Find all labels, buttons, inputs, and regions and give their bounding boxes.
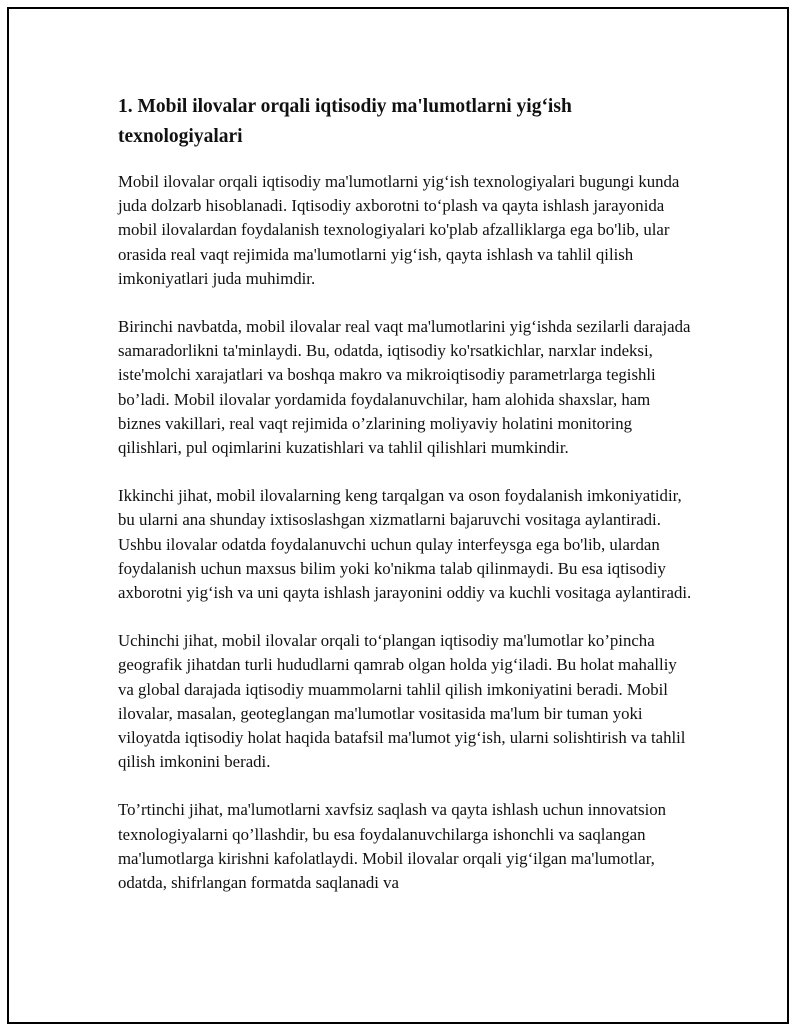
paragraph-fourth-aspect: To’rtinchi jihat, ma'lumotlarni xavfsiz saqlash va qayta ishlash uchun innovatsion texnologiyalarni qo’llashdir, bu esa foydalanuvchilarga ishonchli va saqlangan ma'lumotlarga kirishni kafolatlaydi. Mobil ilovalar orqali yig‘ilgan ma'lumotlar, odatda, shifrlangan formatda saqlanadi va xyxy=(118,800,667,893)
document-body xyxy=(118,92,696,919)
paragraph-second-aspect: Ikkinchi jihat, mobil ilovalarning keng tarqalgan va oson foydalanish imkoniyatidir, bu ularni ana shunday ixtisoslashgan xizmatlarni bajaruvchi vositaga aylantiradi. Ushbu ilovalar odatda foydalanuvchi uchun qulay interfeysga ega bo'lib, ulardan foydalanish uchun maxsus bilim yoki ko'nikma talab qilinmaydi. Bu esa iqtisodiy axborotni yig‘ish va uni qayta ishlash jarayonini oddiy va kuchli vositaga aylantiradi. xyxy=(118,486,692,603)
section-heading: 1. Mobil ilovalar orqali iqtisodiy ma'lumotlarni yig‘ish texnologiyalari xyxy=(118,96,572,147)
paragraph-intro: Mobil ilovalar orqali iqtisodiy ma'lumotlarni yig‘ish texnologiyalari bugungi kunda juda dolzarb hisoblanadi. Iqtisodiy axborotni to‘plash va qayta ishlash jarayonida mobil ilovalardan foydalanish texnologiyalari ko'plab afzalliklarga ega bo'lib, ular orasida real vaqt rejimida ma'lumotlarni yig‘ish, qayta ishlash va tahlil qilish imkoniyatlari juda muhimdir. xyxy=(118,172,680,288)
paragraph-third-aspect: Uchinchi jihat, mobil ilovalar orqali to‘plangan iqtisodiy ma'lumotlar ko’pincha geografik jihatdan turli hududlarni qamrab olgan holda yig‘iladi. Bu holat mahalliy va global darajada iqtisodiy muammolarni tahlil qilish imkoniyatini beradi. Mobil ilovalar, masalan, geoteglangan ma'lumotlar vositasida ma'lum bir tuman yoki viloyatda iqtisodiy holat haqida batafsil ma'lumot yig‘ish, ularni solishtirish va tahlil qilish imkonini beradi. xyxy=(118,631,686,772)
paragraph-first-aspect: Birinchi navbatda, mobil ilovalar real vaqt ma'lumotlarini yig‘ishda sezilarli darajada samaradorlikni ta'minlaydi. Bu, odatda, iqtisodiy ko'rsatkichlar, narxlar indeksi, iste'molchi xarajatlari va boshqa makro va mikroiqtisodiy parametrlarga tegishli bo’ladi. Mobil ilovalar yordamida foydalanuvchilar, ham alohida shaxslar, ham biznes vakillari, real vaqt rejimida o’zlarining moliyaviy holatini monitoring qilishlari, pul oqimlarini kuzatishlari va tahlil qilishlari mumkindir. xyxy=(118,317,691,458)
